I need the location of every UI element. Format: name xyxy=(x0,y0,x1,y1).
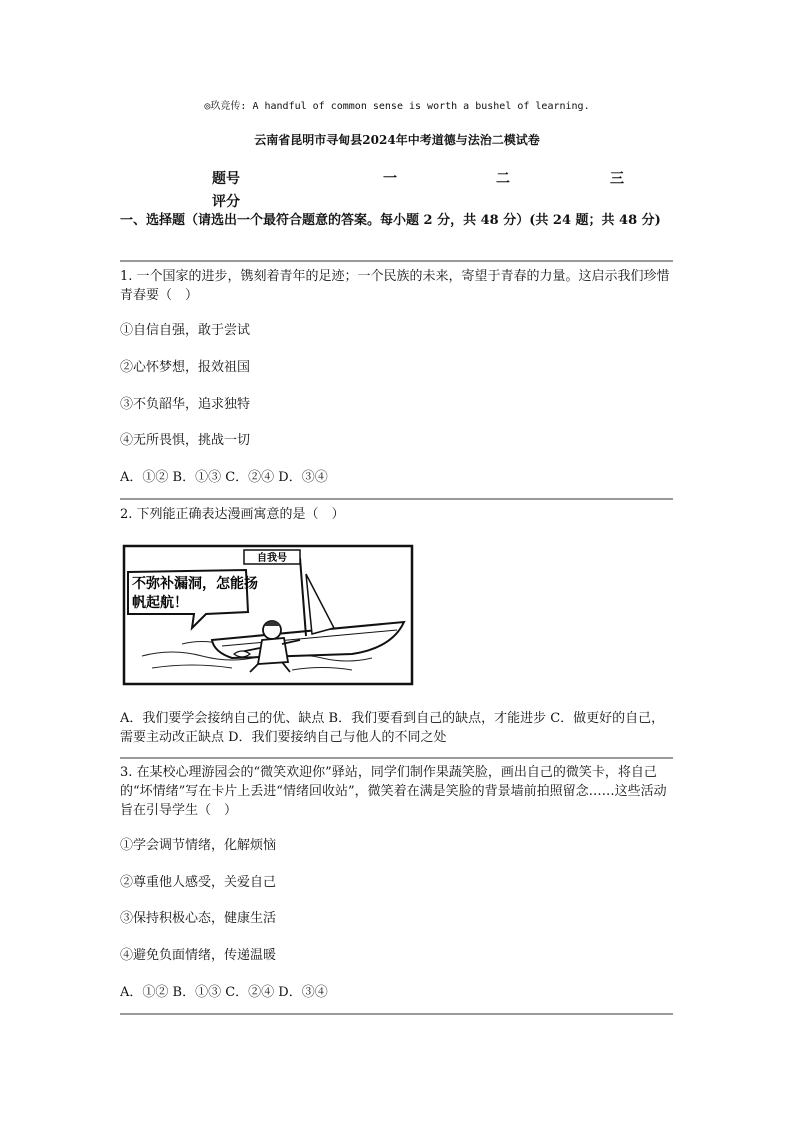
question-1-answers: A．①② B．①③ C．②④ D．③④ xyxy=(120,470,328,485)
header-motto: ◎玖竞传: A handful of common sense is worth a bushel of learning. xyxy=(204,101,590,112)
question-1-item-3: ③不负韶华，追求独特 xyxy=(120,397,251,412)
question-3-item-1: ①学会调节情绪，化解烦恼 xyxy=(120,838,277,853)
divider xyxy=(120,498,673,500)
question-2-stem: 2. 下列能正确表达漫画寓意的是（ ） xyxy=(120,507,345,522)
question-3-item-4: ④避免负面情绪，传递温暖 xyxy=(120,948,277,963)
divider xyxy=(120,260,673,262)
divider xyxy=(120,1013,673,1015)
cartoon-flag-text: 自我号 xyxy=(257,553,287,564)
score-table-col-3: 三 xyxy=(610,171,624,187)
exam-title: 云南省昆明市寻甸县2024年中考道德与法治二模试卷 xyxy=(254,133,540,147)
cartoon-image xyxy=(122,544,414,686)
question-3-stem: 3. 在某校心理游园会的“微笑欢迎你”驿站，同学们制作果蔬笑脸，画出自己的微笑卡，将自己的“坏情绪”写在卡片上丢进“情绪回收站”，微笑着在满是笑脸的背景墙前拍照留念……这些活动旨在引导学生（ ） xyxy=(120,765,667,818)
score-table-row-label: 评分 xyxy=(212,194,240,210)
section-heading: 一、选择题（请选出一个最符合题意的答案。每小题 2 分，共 48 分）(共 24 题；共 48 分) xyxy=(120,213,661,228)
score-table-col-2: 二 xyxy=(496,171,510,187)
question-1-item-2: ②心怀梦想，报效祖国 xyxy=(120,360,251,375)
question-1-item-4: ④无所畏惧，挑战一切 xyxy=(120,433,251,448)
question-1-stem: 1. 一个国家的进步，镌刻着青年的足迹；一个民族的未来，寄望于青春的力量。这启示我们珍惜青春要（ ） xyxy=(120,269,670,303)
score-table-header-label: 题号 xyxy=(212,171,240,187)
cartoon-speech-line-1: 不弥补漏洞，怎能扬 xyxy=(132,576,258,592)
question-3-item-3: ③保持积极心态，健康生活 xyxy=(120,911,277,926)
question-3-item-2: ②尊重他人感受，关爱自己 xyxy=(120,875,277,890)
question-2-answers: A．我们要学会接纳自己的优、缺点 B．我们要看到自己的缺点，才能进步 C．做更好的自己，需要主动改正缺点 D．我们要接纳自己与他人的不同之处 xyxy=(120,711,665,745)
divider xyxy=(120,757,673,759)
score-table-col-1: 一 xyxy=(383,171,397,187)
question-3-answers: A．①② B．①③ C．②④ D．③④ xyxy=(120,985,328,1000)
question-1-item-1: ①自信自强，敢于尝试 xyxy=(120,323,251,338)
cartoon-speech-line-2: 帆起航！ xyxy=(132,595,188,611)
